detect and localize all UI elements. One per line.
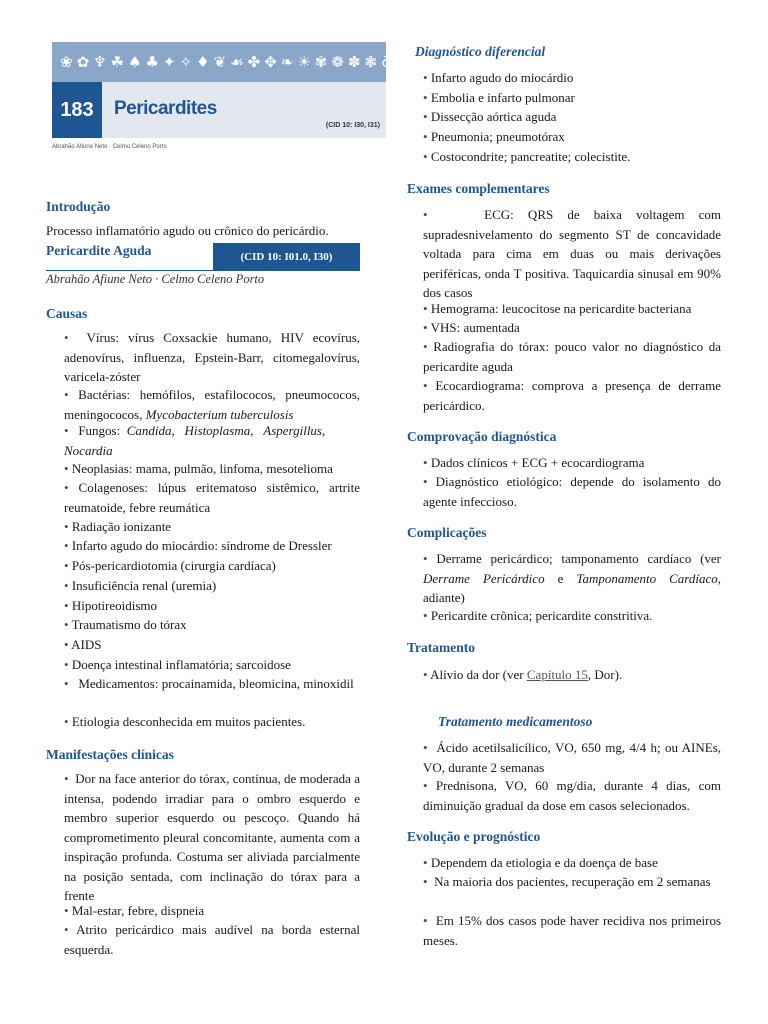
evolucao-maioria: • Na maioria dos pacientes, recuperação em 2 semanas: [423, 874, 711, 889]
causa-pos: • Pós-pericardiotomia (cirurgia cardíaca): [64, 558, 276, 573]
complicacao-cronica: • Pericardite crônica; pericardite constritiva.: [423, 608, 653, 623]
chapter-banner: [52, 42, 423, 156]
cid-box: (CID 10: I01.0, I30): [213, 243, 360, 271]
comprovacao-etiologico: • Diagnóstico etiológico: depende do isolamento do agente infeccioso.: [423, 474, 721, 509]
causa-radiacao: • Radiação ionizante: [64, 519, 172, 534]
title-band: [52, 82, 386, 138]
causa-traumatismo: • Traumatismo do tórax: [64, 617, 187, 632]
evolucao-recidiva: • Em 15% dos casos pode haver recidiva nos primeiros meses.: [423, 913, 722, 948]
exame-ecg: • ECG: QRS de baixa voltagem com supradesnivelamento do segmento ST de concavidade voltada para cima em duas ou mais derivações periféricas, onda T positiva. Taquicardia sinusal em 90% dos casos: [423, 207, 721, 300]
ornament-glyph: ❀: [60, 52, 73, 71]
causa-neoplasias: • Neoplasias: mama, pulmão, linfoma, mesotelioma: [64, 461, 333, 476]
tratamento-item: • Alívio da dor (ver Capítulo 15, Dor).: [423, 667, 623, 682]
ornament-glyph: ✾: [314, 52, 328, 71]
causa-hipotireoidismo: • Hipotireoidismo: [64, 598, 158, 613]
section-title: Pericardite Aguda: [46, 243, 152, 258]
ornament-glyph: ✿: [76, 52, 90, 71]
medicamentoso-heading: Tratamento medicamentoso: [438, 714, 593, 729]
ornament-glyph: ☙: [230, 52, 244, 71]
chapter-cid: (CID 10: I30, I31): [325, 122, 380, 129]
evolucao-heading: Evolução e prognóstico: [407, 829, 541, 844]
causa-fungos: • Fungos: Candida, Histoplasma, Aspergillus, Nocardia: [64, 423, 326, 458]
ornament-glyph: ✽: [347, 52, 361, 71]
causa-bacterias: • Bactérias: hemófilos, estafilococos, pneumococos, meningococos, Mycobacterium tuberculosis: [64, 387, 360, 422]
chapter-authors: Abrahão Afiune Neto · Celmo Celeno Porto: [52, 144, 167, 150]
bullet: •: [64, 330, 69, 345]
diag-heading: Diagnóstico diferencial: [415, 44, 546, 59]
complicacoes-heading: Complicações: [407, 525, 487, 540]
comprovacao-heading: Comprovação diagnóstica: [407, 429, 557, 444]
intro-heading: Introdução: [46, 199, 111, 214]
ornament-glyph: ✥: [264, 52, 277, 71]
complicacao-derrame: • Derrame pericárdico; tamponamento cardíaco (ver Derrame Pericárdico e Tamponamento Cardíaco, adiante): [423, 551, 722, 605]
manifestacoes-heading: Manifestações clínicas: [46, 747, 174, 762]
ornament-glyph: ✤: [247, 52, 261, 71]
chapter-title: Pericardites: [114, 98, 217, 119]
ornament-glyph: ♠: [128, 52, 142, 71]
comprovacao-dados: • Dados clínicos + ECG + ecocardiograma: [423, 455, 645, 470]
ornament-glyph: ✣: [410, 52, 423, 71]
causa-colagenoses: • Colagenoses: lúpus eritematoso sistêmico, artrite reumatoide, febre reumática: [64, 480, 361, 515]
section-rule: [46, 270, 214, 271]
causa-doenca: • Doença intestinal inflamatória; sarcoidose: [64, 657, 291, 672]
ornament-glyph: ♁: [381, 52, 393, 71]
ornament-glyph: ☘: [110, 52, 125, 71]
ornament-glyph: ♣: [145, 52, 159, 71]
exame-hemograma: • Hemograma: leucocitose na pericardite bacteriana: [423, 301, 692, 316]
authors: Abrahão Afiune Neto · Celmo Celeno Porto: [46, 272, 265, 286]
exame-eco: • Ecocardiograma: comprova a presença de derrame pericárdico.: [423, 378, 721, 413]
chapter-number: 183: [52, 82, 102, 138]
causa-etiologia: • Etiologia desconhecida em muitos pacientes.: [64, 714, 306, 729]
diag-item: • Pneumonia; pneumotórax: [423, 129, 565, 144]
causa-virus: • Vírus: vírus Coxsackie humano, HIV ecovírus, adenovírus, influenza, Epstein-Barr, citomegalovírus, varicela-zóster: [64, 330, 361, 384]
ornament-glyph: ❧: [280, 52, 294, 71]
exame-radiografia: • Radiografia do tórax: pouco valor no diagnóstico da pericardite aguda: [423, 339, 722, 374]
diag-item: • Embolia e infarto pulmonar: [423, 90, 575, 105]
medicamentoso-prednisona: • Prednisona, VO, 60 mg/dia, durante 4 dias, com diminuição gradual da dose em casos selecionados.: [423, 778, 721, 813]
exames-heading: Exames complementares: [407, 181, 550, 196]
diag-item: • Infarto agudo do miocárdio: [423, 70, 574, 85]
medicamentoso-aas: • Ácido acetilsalicílico, VO, 650 mg, 4/4 h; ou AINEs, VO, durante 2 semanas: [423, 740, 721, 775]
ornament-glyph: ❦: [213, 52, 227, 71]
causa-medicamentos: • Medicamentos: procainamida, bleomicina, minoxidil: [64, 676, 354, 691]
evolucao-dependem: • Dependem da etiologia e da doença de base: [423, 855, 658, 870]
manifestacao-malestar: • Mal-estar, febre, dispneia: [64, 903, 205, 918]
causa-insuficiencia: • Insuficiência renal (uremia): [64, 578, 217, 593]
intro-text: Processo inflamatório agudo ou crônico do pericárdio.: [46, 223, 329, 238]
ornament-glyph: ✦: [162, 52, 176, 71]
causa-infarto: • Infarto agudo do miocárdio: síndrome de Dressler: [64, 538, 332, 553]
manifestacao-atrito: • Atrito pericárdico mais audível na borda esternal esquerda.: [64, 922, 360, 957]
ornament-glyph: ♆: [93, 52, 107, 71]
exame-vhs: • VHS: aumentada: [423, 320, 520, 335]
ornament-glyph: ☤: [396, 52, 407, 71]
ornament-glyph: ❁: [331, 52, 344, 71]
ornament-glyph: ✧: [179, 52, 193, 71]
chapter-link[interactable]: Capítulo 15: [526, 667, 588, 682]
causa-aids: • AIDS: [64, 637, 102, 652]
ornament-glyph: ❃: [364, 52, 378, 71]
tratamento-heading: Tratamento: [407, 640, 475, 655]
manifestacao-dor: • Dor na face anterior do tórax, contínua, de moderada a intensa, podendo irradiar para o ombro esquerdo e membro superior esquerdo ou pescoço. Quando há comprometimento pleural concomitante, aumenta com a inspiração profunda. Costuma ser aliviada parcialmente na posição sentada, com inclinação do tórax para a frente: [64, 771, 360, 903]
ornament-glyph: ♦: [196, 52, 210, 71]
diag-item: • Costocondrite; pancreatite; colecistite.: [423, 149, 631, 164]
ornament-glyph: ☀: [297, 52, 311, 71]
diag-item: • Dissecção aórtica aguda: [423, 109, 557, 124]
causas-heading: Causas: [46, 306, 88, 321]
ornament-strip: [52, 42, 423, 82]
